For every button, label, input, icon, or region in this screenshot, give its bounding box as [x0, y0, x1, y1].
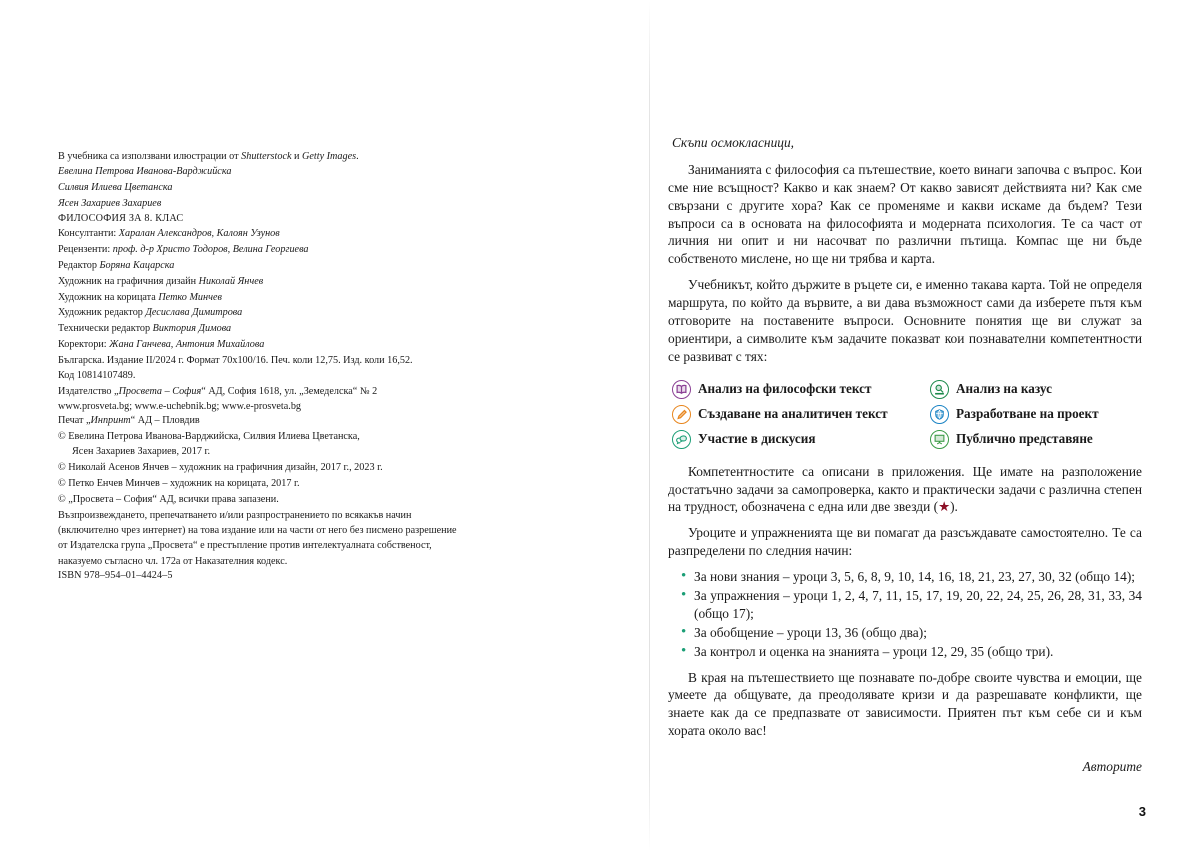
publisher-name: Просвета – София: [118, 385, 202, 397]
list-item: • За упражнения – уроци 1, 2, 4, 7, 11, 15, 17, 19, 20, 22, 24, 25, 26, 28, 31, 33, 34 (общо 17);: [668, 587, 1142, 623]
legal-notice: [58, 508, 458, 569]
credit-role: Художник на графичния дизайн: [58, 275, 199, 287]
credit-names: Жана Ганчева, Антония Михайлова: [109, 339, 265, 351]
credit-names: проф. д-р Христо Тодоров, Велина Георгиева: [112, 244, 309, 256]
isbn: ISBN 978–954–01–4424–5: [58, 569, 173, 581]
author-name: Ясен Захариев Захариев: [58, 198, 162, 210]
credit-role: Художник на корицата: [58, 291, 159, 303]
credit-row: [58, 321, 458, 337]
publisher-websites: www.prosveta.bg; www.e-uchebnik.bg; www.e-prosveta.bg: [58, 400, 302, 412]
credit-row: [58, 226, 458, 242]
credit-names: Николай Янчев: [198, 275, 264, 287]
publisher-details: [58, 384, 458, 415]
difficulty-star-glyph: ★: [938, 499, 951, 515]
production-credits: [58, 226, 458, 353]
foreword-column: [668, 134, 1142, 776]
book-title: ФИЛОСОФИЯ ЗА 8. КЛАС: [58, 212, 184, 224]
page-number: 3: [1138, 804, 1146, 819]
credit-row: [58, 305, 458, 321]
paragraph-3-before-star: Компетентностите са описани в приложения. Ще имате на разположение достатъчно задачи за самопроверка, както и практически задачи с различна степен на трудност, обозначена с една или две звезди (: [668, 463, 1142, 515]
foreword-paragraph-5: В края на пътешествието ще познавате по-добре своите чувства и емоции, ще умеете да общувате, да преодолявате кризи и да разрешавате конфликти, ще знаете как да се предпазвате от зависимости. Приятен път към себе си и към хората около вас!: [668, 669, 1142, 739]
illustration-note-mid: и: [291, 151, 303, 162]
list-item: • За контрол и оценка на знанията – уроци 12, 29, 35 (общо три).: [668, 643, 1142, 661]
open-book-icon: [672, 380, 691, 399]
signature: Авторите: [1082, 759, 1142, 775]
credit-row: [58, 290, 458, 306]
foreword-paragraph-2: Учебникът, който държите в ръцете си, е именно такава карта. Той не определя маршрута, по който да вървите, а ви дава възможност сами да изберете пътя към отговорите на поставените въпроси. Основните понятия ще ви служат за ориентири, а символите към задачите показват кои познавателни компетентности се развиват с тях:: [668, 277, 1142, 364]
credit-names: Десислава Димитрова: [145, 307, 243, 319]
competency-item-discussion: [672, 430, 930, 449]
printer-line: [58, 414, 458, 428]
credit-row: [58, 242, 458, 258]
credit-names: Виктория Димова: [152, 323, 232, 335]
competency-label: Участие в дискусия: [698, 430, 816, 446]
illustration-credit-note: [58, 150, 458, 164]
credit-row: [58, 274, 458, 290]
copyright-line: © Евелина Петрова Иванова-Варджийска, Силвия Илиева Цветанска,: [58, 430, 360, 442]
credit-role: Рецензенти:: [58, 244, 113, 256]
copyright-line-continued: Ясен Захариев Захариев, 2017 г.: [72, 446, 211, 458]
legal-line: Възпроизвеждането, препечатването и/или разпространението по всякакъв начин: [58, 509, 412, 521]
credit-role: Консултанти:: [58, 228, 119, 240]
colophon-column: [58, 150, 458, 583]
competency-label: Анализ на философски текст: [698, 380, 872, 396]
publisher-address-line: [58, 384, 458, 399]
printer-prefix: Печат „: [58, 415, 91, 427]
credit-names: Боряна Кацарска: [99, 260, 175, 272]
publisher-suffix: “ АД, София 1618, ул. „Земеделска“ № 2: [201, 385, 378, 397]
shield-globe-icon: [930, 405, 949, 424]
author-name: Силвия Илиева Цветанска: [58, 182, 173, 194]
competency-item-case-analysis: [930, 380, 1142, 399]
author-name: Евелина Петрова Иванова-Варджийска: [58, 166, 232, 178]
presentation-board-icon: [930, 430, 949, 449]
page-gutter-fold: [649, 0, 650, 852]
case-magnifier-icon: [930, 380, 949, 399]
credit-role: Художник редактор: [58, 307, 146, 319]
illustration-note-prefix: В учебника са използвани илюстрации от: [58, 151, 242, 162]
credit-role: Технически редактор: [58, 323, 153, 335]
printer-name: Инпринт: [90, 415, 131, 427]
salutation: Скъпи осмокласници,: [672, 135, 795, 150]
edition-details: [58, 353, 458, 384]
author-list: [58, 164, 458, 211]
copyright-block: [58, 429, 458, 508]
credit-names: Петко Минчев: [158, 291, 222, 303]
printer-suffix: “ АД – Пловдив: [130, 415, 200, 427]
competency-label: Анализ на казус: [956, 380, 1052, 396]
credit-role: Коректори:: [58, 339, 110, 351]
credit-names: Харалан Александров, Калоян Узунов: [118, 228, 280, 240]
foreword-paragraph-3: [668, 463, 1142, 517]
list-item: • За нови знания – уроци 3, 5, 6, 8, 9, 10, 14, 16, 18, 21, 23, 27, 30, 32 (общо 14);: [668, 568, 1142, 586]
competency-item-text-analysis: [672, 380, 930, 399]
copyright-line: © Николай Асенов Янчев – художник на графичния дизайн, 2017 г., 2023 г.: [58, 462, 383, 474]
edition-line: Българска. Издание II/2024 г. Формат 70х100/16. Печ. коли 12,75. Изд. коли 16,52.: [58, 354, 413, 366]
competency-label: Публично представяне: [956, 430, 1093, 446]
edition-code: Код 10814107489.: [58, 370, 136, 382]
credit-row: [58, 337, 458, 353]
competency-item-project-development: [930, 405, 1142, 424]
legal-line: наказуемо съгласно чл. 172а от Наказателния кодекс.: [58, 555, 288, 567]
legal-line: от Издателска група „Просвета“ е престъпление против интелектуалната собственост,: [58, 540, 432, 552]
paragraph-3-after-star: ).: [950, 499, 958, 515]
list-item: • За обобщение – уроци 13, 36 (общо два);: [668, 624, 1142, 642]
speech-bubble-icon: [672, 430, 691, 449]
foreword-paragraph-4: Уроците и упражненията ще ви помагат да разсъждавате самостоятелно. Те са разпределени по следния начин:: [668, 525, 1142, 559]
illustration-source-shutterstock: Shutterstock: [241, 151, 292, 162]
competency-label: Разработване на проект: [956, 405, 1099, 421]
copyright-line: © „Просвета – София“ АД, всички права запазени.: [58, 493, 279, 505]
competency-label: Създаване на аналитичен текст: [698, 405, 888, 421]
competency-item-public-presentation: [930, 430, 1142, 449]
credit-row: [58, 258, 458, 274]
illustration-note-suffix: .: [356, 151, 359, 162]
foreword-paragraph-1: Заниманията с философия са пътешествие, което винаги започва с въпрос. Кои сме ние всъщност? Какво и как знаем? От какво зависят действията ни? Как сме свързани с другите хора? Как се променяме и какви искаме да бъдем? Тези въпроси са в основата на философията и модерната психология. Те са част от личния ни опит и ни насочват по различни пътища. Компас ще ни бъде собственото мислене, но ще ни трябва и карта.: [668, 161, 1142, 267]
competency-item-analytic-writing: [672, 405, 930, 424]
illustration-source-getty: Getty Images: [302, 151, 357, 162]
credit-role: Редактор: [58, 260, 100, 272]
publisher-prefix: Издателство „: [58, 385, 119, 397]
pencil-icon: [672, 405, 691, 424]
competency-legend: [672, 380, 1142, 449]
lesson-distribution-list: [668, 568, 1142, 660]
legal-line: (включително чрез интернет) на това издание или на части от него без писмено разрешение: [58, 524, 457, 536]
copyright-line: © Петко Енчев Минчев – художник на корицата, 2017 г.: [58, 478, 300, 490]
